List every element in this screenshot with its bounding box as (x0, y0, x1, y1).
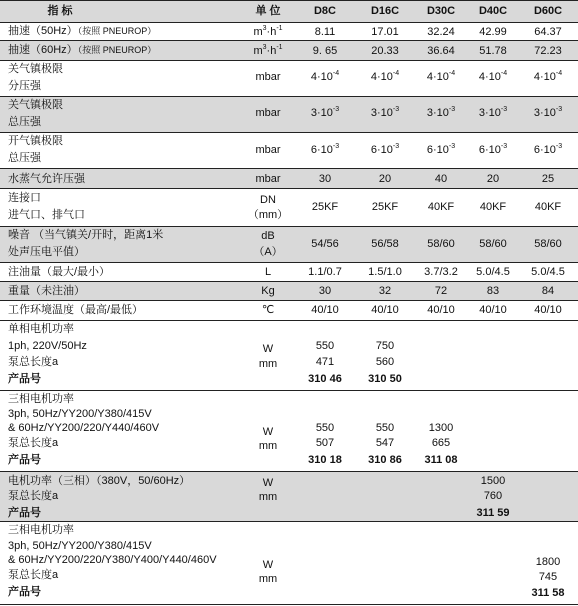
header-model: D60C (533, 5, 563, 17)
noise-value: 56/58 (371, 238, 399, 250)
single-part: 310 46 (308, 373, 342, 385)
temp-value: 40/10 (371, 304, 399, 316)
oil-value: 5.0/4.5 (531, 266, 565, 278)
single-line1: 1ph, 220V/50Hz (8, 340, 87, 352)
three3-part: 311 58 (531, 587, 565, 599)
three1-power: 550 (375, 422, 395, 434)
total-open-value: $6\cdot 10^{-3}$ (426, 143, 456, 156)
port-value: 40KF (534, 201, 562, 213)
three3-line2: & 60Hz/YY200/220/Y380/Y400/Y440/460V (8, 554, 217, 566)
oil-unit: L (264, 266, 272, 278)
rule (0, 300, 578, 301)
three1-line4: 产品号 (8, 454, 41, 466)
header-model: D8C (313, 5, 336, 17)
speed60-value: 20.33 (371, 45, 399, 57)
oil-value: 1.1/0.7 (308, 266, 342, 278)
rule (0, 188, 578, 189)
rule (0, 604, 578, 605)
rule (0, 40, 578, 41)
partial-value: $4\cdot 10^{-4}$ (533, 70, 563, 83)
port-value: 25KF (371, 201, 399, 213)
rule (0, 96, 578, 97)
single-power: 550 (315, 340, 335, 352)
rule (0, 262, 578, 263)
total-closed-value: $3\cdot 10^{-3}$ (370, 106, 400, 119)
three3-unit-w: W (262, 559, 274, 571)
partial-value: $4\cdot 10^{-4}$ (370, 70, 400, 83)
oil-value: 5.0/4.5 (476, 266, 510, 278)
partial-value: $4\cdot 10^{-4}$ (310, 70, 340, 83)
total-closed-label-1: 关气镇极限 (8, 99, 63, 111)
rule (0, 0, 578, 1)
oil-label: 注油量（最大/最小） (8, 266, 111, 278)
noise-value: 58/60 (534, 238, 562, 250)
noise-label-2: 处声压电平值） (8, 246, 85, 258)
single-line2: 泵总长度a (8, 356, 59, 368)
three1-part: 310 86 (368, 454, 402, 466)
noise-unit-1: dB (261, 230, 275, 242)
three1-part: 310 18 (308, 454, 342, 466)
temp-value: 40/10 (427, 304, 455, 316)
header-model: D16C (370, 5, 400, 17)
three1-length: 665 (431, 437, 451, 449)
single-line3: 产品号 (8, 373, 41, 385)
vapor-value: 20 (486, 173, 500, 185)
weight-value: 32 (378, 285, 392, 297)
speed50-value: 64.37 (534, 26, 562, 38)
oil-value: 1.5/1.0 (368, 266, 402, 278)
total-open-label-1: 开气镇极限 (8, 135, 63, 147)
total-closed-label-2: 总压强 (8, 116, 41, 128)
single-unit-mm: mm (258, 358, 278, 370)
rule (0, 521, 578, 522)
partial-value: $4\cdot 10^{-4}$ (478, 70, 508, 83)
speed60-value: 72.23 (534, 45, 562, 57)
weight-label: 重量（未注油） (8, 285, 85, 297)
vapor-value: 20 (378, 173, 392, 185)
total-closed-value: $3\cdot 10^{-3}$ (310, 106, 340, 119)
three3-line4: 产品号 (8, 586, 41, 598)
rule (0, 320, 578, 321)
partial-unit: mbar (255, 71, 281, 83)
rule (0, 390, 578, 391)
three2-power: 1500 (480, 475, 506, 487)
header-model: D40C (478, 5, 508, 17)
total-closed-value: $3\cdot 10^{-3}$ (426, 106, 456, 119)
rule (0, 168, 578, 169)
three2-unit-w: W (262, 477, 274, 489)
port-value: 25KF (311, 201, 339, 213)
single-power: 750 (375, 340, 395, 352)
rule (0, 471, 578, 472)
partial-value: $4\cdot 10^{-4}$ (426, 70, 456, 83)
single-title: 单相电机功率 (8, 323, 74, 335)
three1-power: 1300 (428, 422, 454, 434)
port-unit-2: （mm） (247, 209, 289, 221)
partial-label-1: 关气镇极限 (8, 63, 63, 75)
temp-value: 40/10 (311, 304, 339, 316)
speed50-value: 42.99 (479, 26, 507, 38)
port-value: 40KF (479, 201, 507, 213)
three3-length: 745 (538, 571, 558, 583)
three1-line2: & 60Hz/YY200/220/Y440/460V (8, 422, 160, 434)
header-unit: 单 位 (255, 5, 281, 17)
three2-unit-mm: mm (258, 491, 278, 503)
total-open-unit: mbar (255, 144, 281, 156)
single-length: 560 (375, 356, 395, 368)
total-closed-unit: mbar (255, 107, 281, 119)
temp-unit: ℃ (261, 304, 275, 316)
three3-line1: 3ph, 50Hz/YY200/Y380/415V (8, 540, 152, 552)
port-value: 40KF (427, 201, 455, 213)
vapor-unit: mbar (255, 173, 281, 185)
oil-value: 3.7/3.2 (424, 266, 458, 278)
noise-label-1: 噪音 （当气镇关/开时，距离1米 (8, 229, 164, 241)
port-label-2: 进气口、排气口 (8, 209, 85, 221)
vapor-value: 25 (541, 173, 555, 185)
three2-length: 760 (483, 490, 503, 502)
partial-label-2: 分压强 (8, 80, 41, 92)
three3-power: 1800 (535, 556, 561, 568)
speed60-label: 抽速（60Hz）（按照 PNEUROP） (8, 44, 157, 56)
total-closed-value: $3\cdot 10^{-3}$ (533, 106, 563, 119)
three1-line1: 3ph, 50Hz/YY200/Y380/415V (8, 408, 152, 420)
temp-value: 40/10 (479, 304, 507, 316)
three2-line1: 电机功率（三相）（380V，50/60Hz） (8, 475, 191, 487)
total-open-value: $6\cdot 10^{-3}$ (533, 143, 563, 156)
three1-length: 507 (315, 437, 335, 449)
speed50-unit: $m^3\cdot h^{-1}$ (253, 25, 283, 38)
three2-line3: 产品号 (8, 507, 41, 519)
single-part: 310 50 (368, 373, 402, 385)
speed50-value: 17.01 (371, 26, 399, 38)
weight-value: 84 (541, 285, 555, 297)
rule (0, 281, 578, 282)
noise-unit-2: （A） (253, 246, 283, 258)
speed60-value: 36.64 (427, 45, 455, 57)
three1-title: 三相电机功率 (8, 393, 74, 405)
total-open-value: $6\cdot 10^{-3}$ (478, 143, 508, 156)
port-unit-1: DN (260, 194, 276, 206)
vapor-label: 水蒸气允许压强 (8, 173, 85, 185)
three1-part: 311 08 (424, 454, 458, 466)
port-label-1: 连接口 (8, 192, 41, 204)
weight-value: 30 (318, 285, 332, 297)
rule (0, 22, 578, 23)
speed60-value: 9. 65 (312, 45, 338, 57)
noise-value: 58/60 (479, 238, 507, 250)
rule (0, 132, 578, 133)
total-open-value: $6\cdot 10^{-3}$ (310, 143, 340, 156)
three3-unit-mm: mm (258, 573, 278, 585)
three1-unit-mm: mm (258, 440, 278, 452)
header-param: 指 标 (47, 5, 73, 17)
speed60-value: 51.78 (479, 45, 507, 57)
three1-line3: 泵总长度a (8, 437, 59, 449)
noise-value: 54/56 (311, 238, 339, 250)
rule (0, 226, 578, 227)
weight-unit: Kg (261, 285, 275, 297)
speed50-value: 32.24 (427, 26, 455, 38)
three1-unit-w: W (262, 426, 274, 438)
total-open-label-2: 总压强 (8, 152, 41, 164)
single-length: 471 (315, 356, 335, 368)
three1-length: 547 (375, 437, 395, 449)
temp-label: 工作环境温度（最高/最低） (8, 304, 144, 316)
three3-title: 三相电机功率 (8, 524, 74, 536)
weight-value: 72 (434, 285, 448, 297)
weight-value: 83 (486, 285, 500, 297)
total-closed-value: $3\cdot 10^{-3}$ (478, 106, 508, 119)
speed50-label: 抽速（50Hz）（按照 PNEUROP） (8, 25, 157, 37)
speed60-unit: $m^3\cdot h^{-1}$ (253, 44, 283, 57)
single-unit-w: W (262, 343, 274, 355)
vapor-value: 30 (318, 173, 332, 185)
three2-part: 311 59 (476, 507, 510, 519)
speed50-value: 8.11 (314, 26, 336, 38)
three3-line3: 泵总长度a (8, 569, 59, 581)
header-model: D30C (426, 5, 456, 17)
temp-value: 40/10 (534, 304, 562, 316)
noise-value: 58/60 (427, 238, 455, 250)
three2-line2: 泵总长度a (8, 490, 59, 502)
total-open-value: $6\cdot 10^{-3}$ (370, 143, 400, 156)
rule (0, 60, 578, 61)
vapor-value: 40 (434, 173, 448, 185)
three1-power: 550 (315, 422, 335, 434)
